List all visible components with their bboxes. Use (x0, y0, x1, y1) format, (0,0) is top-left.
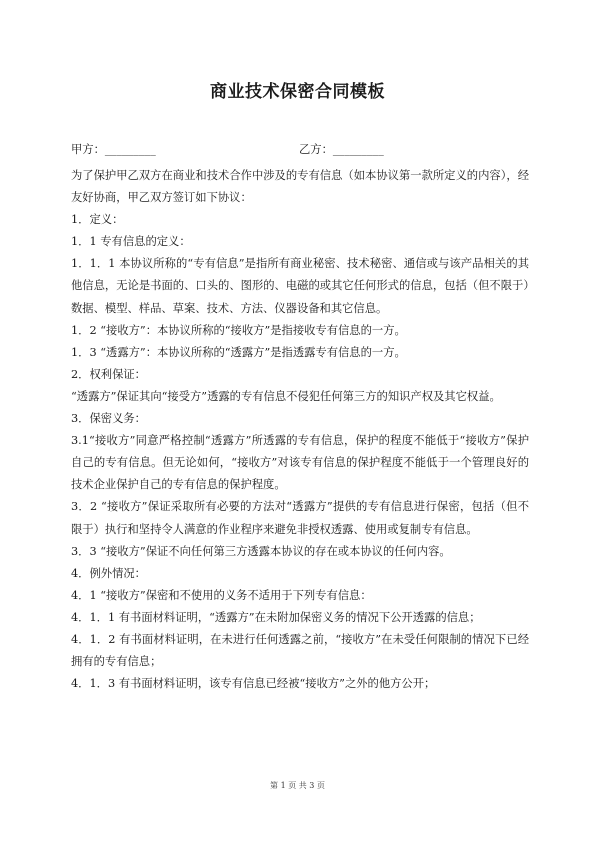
clause-1-2: 1．2 “接收方”：本协议所称的“接收方”是指接收专有信息的一方。 (71, 323, 406, 337)
clause-3-2: 3．2 “接收方”保证采取所有必要的方法对“透露方”提供的专有信息进行保密，包括（但不限于）执行和坚持令人满意的作业程序来避免非授权透露、使用或复制专有信息。 (71, 500, 529, 536)
clause-4-1-1: 4．1．1 有书面材料证明，“透露方”在未附加保密义务的情况下公开透露的信息； (71, 610, 481, 624)
section-4-heading: 4．例外情况： (71, 566, 146, 580)
section-2-heading: 2．权利保证： (71, 367, 146, 381)
clause-4-1-2: 4．1．2 有书面材料证明，在未进行任何透露之前，“接收方”在未受任何限制的情况下已经拥有的专有信息； (71, 632, 529, 669)
clause-1-3: 1．3 “透露方”：本协议所称的“透露方”是指透露专有信息的一方。 (71, 345, 406, 359)
clause-2-text: “透露方”保证其向“接受方”透露的专有信息不侵犯任何第三方的知识产权及其它权益。 (71, 389, 501, 403)
parties-line (71, 141, 531, 161)
clause-1-1-1: 1．1．1 本协议所称的“专有信息”是指所有商业秘密、技术秘密、通信或与该产品相关的其他信息，无论是书面的、口头的、图形的、电磁的或其它任何形式的信息，包括（但不限于）数据、模型、样品、草案、技术、方法、仪器设备和其它信息。 (71, 257, 529, 315)
clause-3-3: 3．3 “接收方”保证不向任何第三方透露本协议的存在或本协议的任何内容。 (71, 544, 451, 558)
clause-4-1-3: 4．1．3 有书面材料证明，该专有信息已经被“接收方”之外的他方公开； (71, 677, 436, 691)
clause-3-1: 3.1“接收方”同意严格控制“透露方”所透露的专有信息，保护的程度不能低于“接收方”保护自己的专有信息。但无论如何，“接收方”对该专有信息的保护程度不能低于一个管理良好的技术企业保护自己的专有信息的保护程度。 (71, 434, 529, 492)
party-a-field: 甲方：_________ (71, 143, 156, 156)
document-title: 商业技术保密合同模板 (210, 82, 385, 102)
preamble-paragraph: 为了保护甲乙双方在商业和技术合作中涉及的专有信息（如本协议第一款所定义的内容），经友好协商，甲乙双方签订如下协议： (71, 169, 529, 205)
clause-1-1: 1．1 专有信息的定义： (71, 235, 191, 249)
section-1-heading: 1．定义： (71, 213, 124, 227)
page-number-footer: 第 1 页 共 3 页 (270, 781, 325, 790)
section-3-heading: 3．保密义务： (71, 412, 146, 426)
contract-body (71, 165, 529, 695)
clause-4-1: 4．1 “接收方”保密和不使用的义务不适用于下列专有信息： (71, 588, 372, 602)
party-b-field: 乙方：_________ (299, 143, 384, 156)
